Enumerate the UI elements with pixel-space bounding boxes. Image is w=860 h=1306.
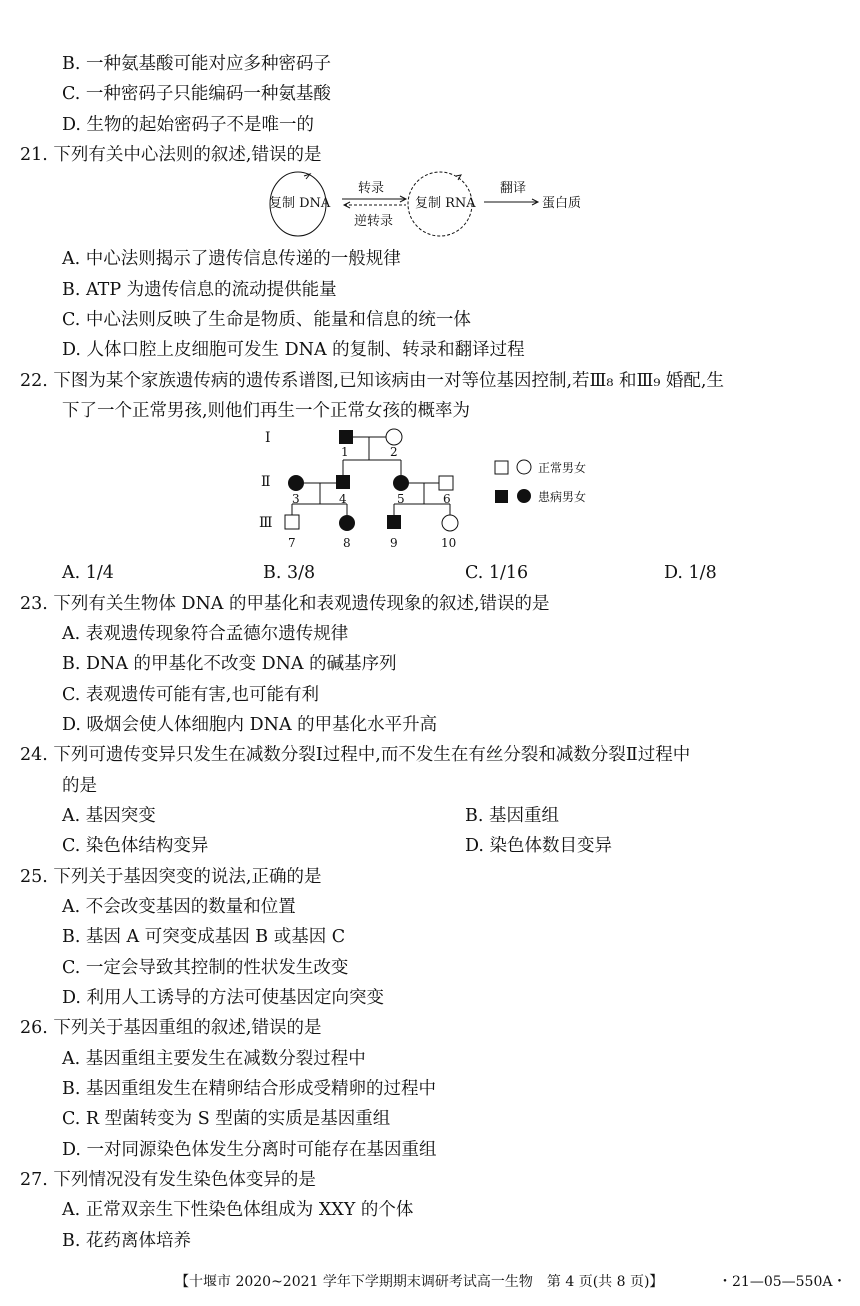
question-21-option-c: C. 中心法则反映了生命是物质、能量和信息的统一体 xyxy=(62,310,471,330)
question-23-option-c: C. 表观遗传可能有害,也可能有利 xyxy=(62,685,319,705)
question-24-option-b: B. 基因重组 xyxy=(465,806,559,826)
question-26-option-d: D. 一对同源染色体发生分离时可能存在基因重组 xyxy=(62,1140,437,1160)
legend-affected-label: 患病男女 xyxy=(538,490,587,504)
question-24-stem-line2: 的是 xyxy=(62,776,97,796)
svg-text:5: 5 xyxy=(397,492,405,506)
question-24-option-d: D. 染色体数目变异 xyxy=(465,836,613,856)
legend-normal-female-icon xyxy=(517,460,531,474)
individual-1-affected-male xyxy=(339,430,353,444)
option-b-prev: B. 一种氨基酸可能对应多种密码子 xyxy=(62,54,331,74)
question-21-option-a: A. 中心法则揭示了遗传信息传递的一般规律 xyxy=(62,249,401,269)
question-24-option-c: C. 染色体结构变异 xyxy=(62,836,209,856)
question-22-stem-line2: 下了一个正常男孩,则他们再生一个正常女孩的概率为 xyxy=(62,401,471,421)
svg-text:7: 7 xyxy=(288,536,296,550)
question-21-option-d: D. 人体口腔上皮细胞可发生 DNA 的复制、转录和翻译过程 xyxy=(62,340,525,360)
question-27-stem: 27. 下列情况没有发生染色体变异的是 xyxy=(20,1170,316,1190)
transcription-label: 转录 xyxy=(358,181,385,196)
svg-text:6: 6 xyxy=(443,492,451,506)
question-22-option-a: A. 1/4 xyxy=(62,563,114,583)
generation-1-label: Ⅰ xyxy=(265,430,271,446)
individual-2-normal-female xyxy=(386,429,402,445)
individual-7-normal-male xyxy=(285,515,299,529)
question-25-option-d: D. 利用人工诱导的方法可使基因定向突变 xyxy=(62,988,385,1008)
individual-9-affected-male xyxy=(387,515,401,529)
question-26-option-b: B. 基因重组发生在精卵结合形成受精卵的过程中 xyxy=(62,1079,436,1099)
question-23-option-b: B. DNA 的甲基化不改变 DNA 的碱基序列 xyxy=(62,654,397,674)
svg-text:4: 4 xyxy=(339,492,347,506)
legend-normal-male-icon xyxy=(495,461,508,474)
legend-normal-label: 正常男女 xyxy=(538,461,587,475)
svg-text:1: 1 xyxy=(341,445,349,459)
pedigree-chart xyxy=(255,424,615,554)
question-23-option-a: A. 表观遗传现象符合孟德尔遗传规律 xyxy=(62,624,349,644)
question-25-option-c: C. 一定会导致其控制的性状发生改变 xyxy=(62,958,349,978)
question-26-stem: 26. 下列关于基因重组的叙述,错误的是 xyxy=(20,1018,322,1038)
question-23-stem: 23. 下列有关生物体 DNA 的甲基化和表观遗传现象的叙述,错误的是 xyxy=(20,594,550,614)
generation-3-label: Ⅲ xyxy=(259,515,273,531)
legend-affected-female-icon xyxy=(517,489,531,503)
option-d-prev: D. 生物的起始密码子不是唯一的 xyxy=(62,115,315,135)
individual-3-affected-female xyxy=(288,475,304,491)
individual-4-affected-male xyxy=(336,475,350,489)
question-26-option-c: C. R 型菌转变为 S 型菌的实质是基因重组 xyxy=(62,1109,391,1129)
question-22-option-d: D. 1/8 xyxy=(664,563,717,583)
question-23-option-d: D. 吸烟会使人体细胞内 DNA 的甲基化水平升高 xyxy=(62,715,438,735)
question-27-option-a: A. 正常双亲生下性染色体组成为 XXY 的个体 xyxy=(62,1200,414,1220)
translation-label: 翻译 xyxy=(500,181,527,196)
question-22-option-b: B. 3/8 xyxy=(263,563,316,583)
individual-10-normal-female xyxy=(442,515,458,531)
reverse-transcription-label: 逆转录 xyxy=(354,214,394,229)
svg-text:3: 3 xyxy=(292,492,300,506)
question-25-stem: 25. 下列关于基因突变的说法,正确的是 xyxy=(20,867,322,887)
question-27-option-b: B. 花药离体培养 xyxy=(62,1231,191,1251)
central-dogma-diagram xyxy=(260,168,610,244)
question-22-stem-line1: 22. 下图为某个家族遗传病的遗传系谱图,已知该病由一对等位基因控制,若Ⅲ₈ 和Ⅲ₉ 婚配,生 xyxy=(20,371,724,391)
generation-2-label: Ⅱ xyxy=(261,474,271,490)
question-24-option-a: A. 基因突变 xyxy=(62,806,156,826)
question-21-option-b: B. ATP 为遗传信息的流动提供能量 xyxy=(62,280,337,300)
question-26-option-a: A. 基因重组主要发生在减数分裂过程中 xyxy=(62,1049,366,1069)
individual-6-normal-male xyxy=(439,476,453,490)
rna-label: 复制 RNA xyxy=(415,196,476,211)
question-21-stem: 21. 下列有关中心法则的叙述,错误的是 xyxy=(20,145,322,165)
svg-text:10: 10 xyxy=(441,536,457,550)
individual-8-affected-female xyxy=(339,515,355,531)
dna-label: 复制 DNA xyxy=(269,196,331,211)
page-footer-info: 【十堰市 2020~2021 学年下学期期末调研考试高一生物 第 4 页(共 8 页)】 xyxy=(175,1274,664,1290)
question-22-option-c: C. 1/16 xyxy=(465,563,529,583)
legend-affected-male-icon xyxy=(495,490,508,503)
question-25-option-a: A. 不会改变基因的数量和位置 xyxy=(62,897,296,917)
individual-5-affected-female xyxy=(393,475,409,491)
svg-text:2: 2 xyxy=(390,445,398,459)
question-24-stem-line1: 24. 下列可遗传变异只发生在减数分裂Ⅰ过程中,而不发生在有丝分裂和减数分裂Ⅱ过程中 xyxy=(20,745,691,765)
page-footer-code: ・21—05—550A・ xyxy=(718,1274,847,1290)
svg-text:9: 9 xyxy=(390,536,398,550)
svg-text:8: 8 xyxy=(343,536,351,550)
protein-label: 蛋白质 xyxy=(542,196,582,211)
option-c-prev: C. 一种密码子只能编码一种氨基酸 xyxy=(62,84,331,104)
question-25-option-b: B. 基因 A 可突变成基因 B 或基因 C xyxy=(62,927,346,947)
